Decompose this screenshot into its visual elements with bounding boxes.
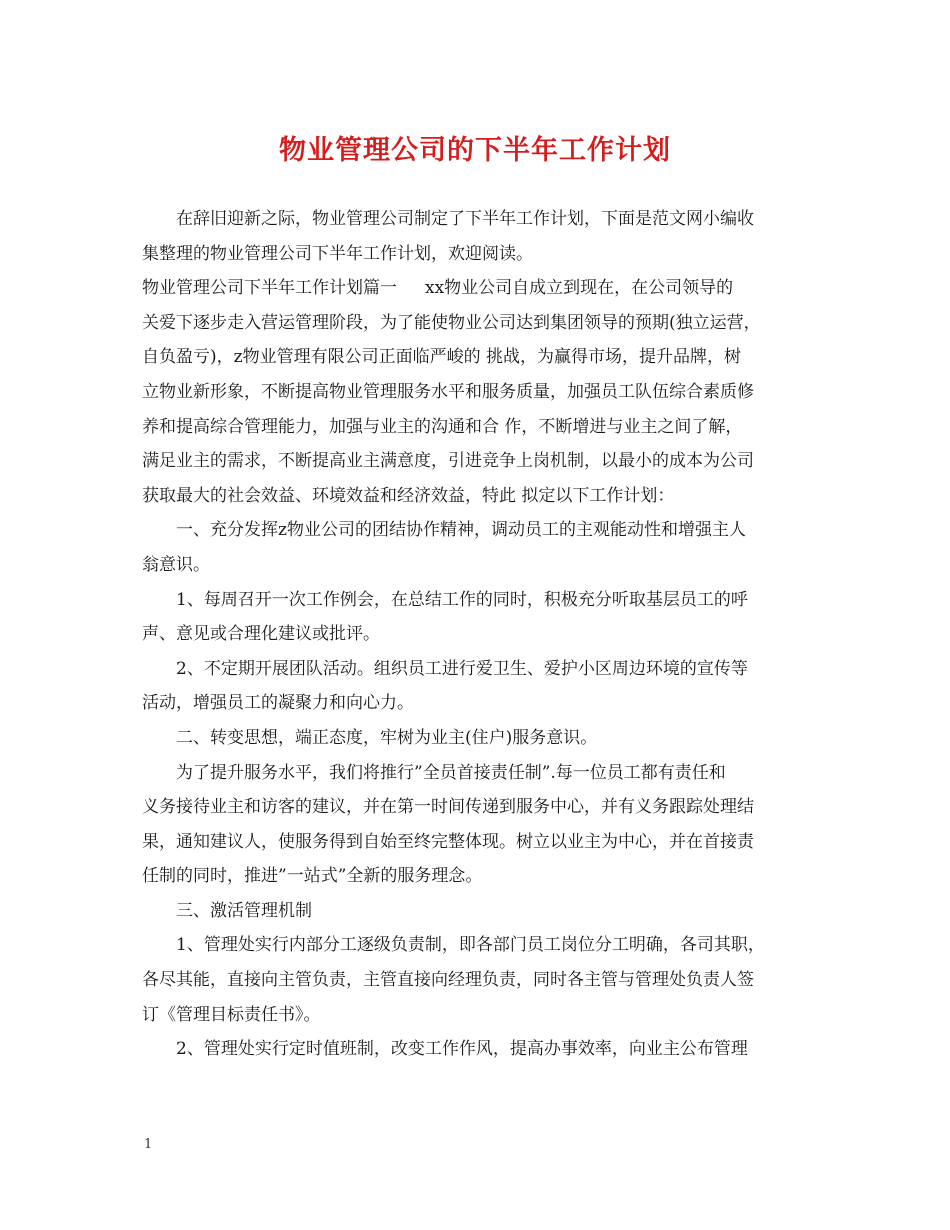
paragraph-line: 立物业新形象，不断提高物业管理服务水平和服务质量，加强员工队伍综合素质修 <box>142 381 754 402</box>
paragraph-line: 获取最大的社会效益、环境效益和经济效益，特此 拟定以下工作计划： <box>142 485 675 506</box>
paragraph-text: xx物业公司自成立到现在，在公司领导的 <box>425 278 734 299</box>
paragraph-line: 养和提高综合管理能力，加强与业主的沟通和合 作，不断增进与业主之间了解， <box>142 416 743 437</box>
paragraph-line <box>142 271 818 306</box>
paragraph-line: 满足业主的需求，不断提高业主满意度，引进竞争上岗机制，以最小的成本为公司 <box>142 451 754 472</box>
page-number: 1 <box>144 1137 153 1152</box>
paragraph-line: 自负盈亏)，z物业管理有限公司正面临严峻的 挑战，为赢得市场，提升品牌，树 <box>142 347 741 368</box>
paragraph-line: 各尽其能，直接向主管负责，主管直接向经理负责，同时各主管与管理处负责人签 <box>142 970 754 991</box>
paragraph-line: 任制的同时，推进”一站式”全新的服务理念。 <box>142 866 483 887</box>
paragraph-line: 声、意见或合理化建议或批评。 <box>142 624 380 645</box>
document-title: 物业管理公司的下半年工作计划 <box>279 135 671 166</box>
paragraph-line: 1、每周召开一次工作例会，在总结工作的同时，积极充分听取基层员工的呼 <box>176 589 748 610</box>
paragraph-line: 翁意识。 <box>142 554 210 575</box>
document-body <box>142 202 818 1067</box>
paragraph-line: 义务接待业主和访客的建议，并在第一时间传递到服务中心，并有义务跟踪处理结 <box>142 797 754 818</box>
paragraph-line: 果，通知建议人，使服务得到自始至终完整体现。树立以业主为中心，并在首接责 <box>142 831 754 852</box>
paragraph-line: 订《管理目标责任书》。 <box>142 1004 321 1025</box>
paragraph-line: 一、充分发挥z物业公司的团结协作精神，调动员工的主观能动性和增强主人 <box>176 520 746 541</box>
paragraph-line: 1、管理处实行内部分工逐级负责制，即各部门员工岗位分工明确，各司其职， <box>176 935 765 956</box>
paragraph-line: 二、转变思想，端正态度，牢树为业主(住户)服务意识。 <box>176 727 598 748</box>
paragraph-line: 活动，增强员工的凝聚力和向心力。 <box>142 693 414 714</box>
paragraph-line: 为了提升服务水平，我们将推行”全员首接责任制”.每一位员工都有责任和 <box>176 762 726 783</box>
paragraph-line: 2、不定期开展团队活动。组织员工进行爱卫生、爱护小区周边环境的宣传等 <box>176 658 748 679</box>
paragraph-line: 集整理的物业管理公司下半年工作计划，欢迎阅读。 <box>142 243 533 264</box>
paragraph-line: 关爱下逐步走入营运管理阶段，为了能使物业公司达到集团领导的预期(独立运营， <box>142 312 761 333</box>
paragraph-line: 在辞旧迎新之际，物业管理公司制定了下半年工作计划，下面是范文网小编收 <box>176 209 754 229</box>
paragraph-line: 2、管理处实行定时值班制，改变工作作风，提高办事效率，向业主公布管理 <box>176 1039 748 1060</box>
section-heading: 物业管理公司下半年工作计划篇一 <box>142 278 397 299</box>
paragraph-line: 三、激活管理机制 <box>176 900 312 921</box>
